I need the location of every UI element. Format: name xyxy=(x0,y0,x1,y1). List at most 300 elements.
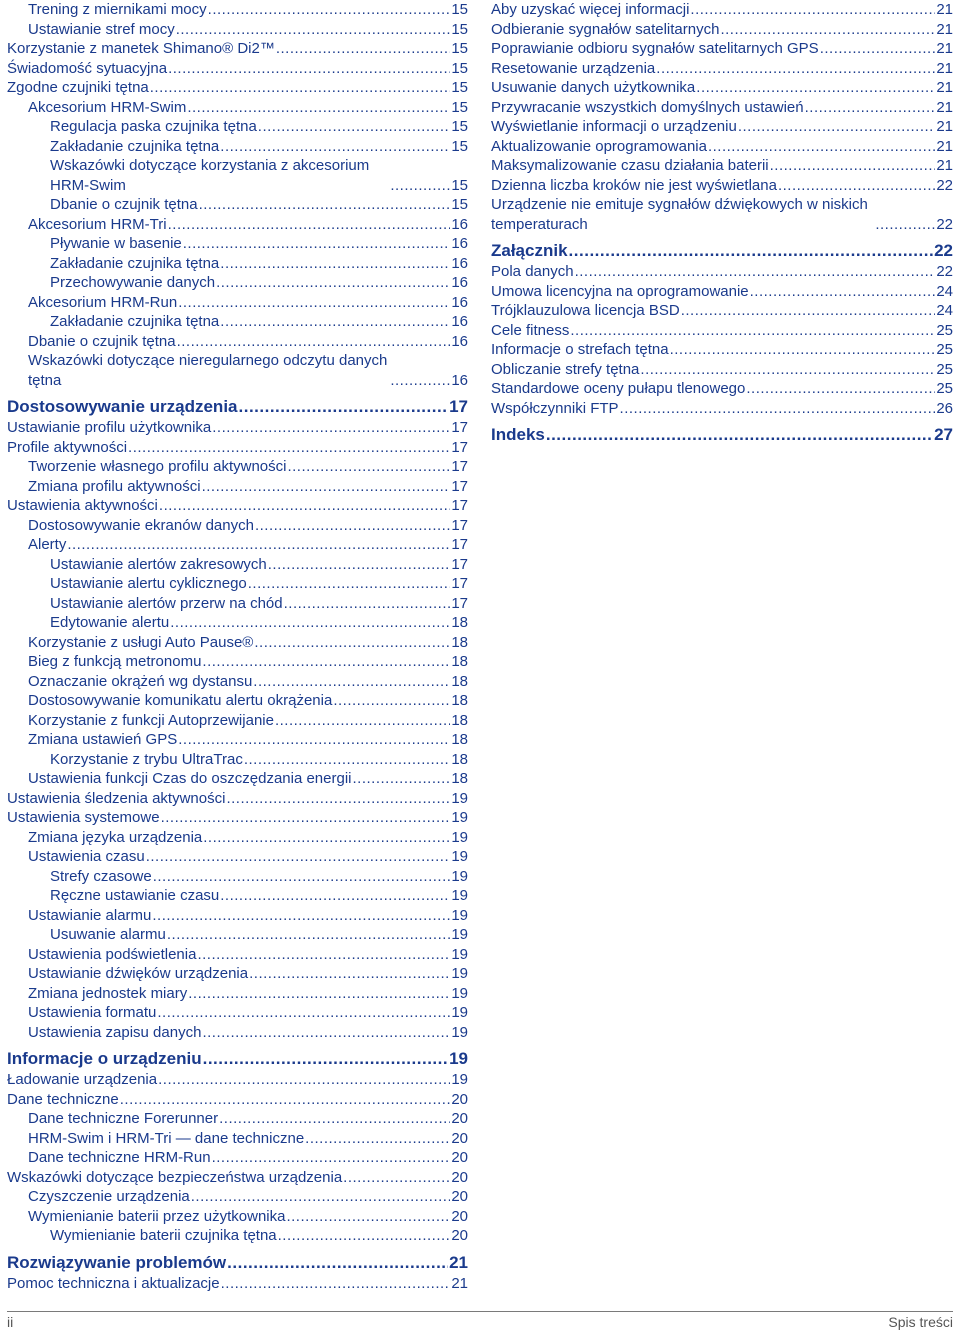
toc-entry[interactable] xyxy=(7,312,468,332)
footer-page-number: ii xyxy=(7,1314,14,1330)
toc-entry-title: Dane techniczne HRM-Run xyxy=(28,1149,211,1166)
toc-dot-leader xyxy=(305,1129,450,1149)
toc-dot-leader xyxy=(248,574,451,594)
toc-page-number: 17 xyxy=(451,419,468,436)
toc-dot-leader xyxy=(249,964,450,984)
toc-page-number: 19 xyxy=(451,828,468,846)
toc-entry[interactable] xyxy=(7,789,468,809)
toc-entry-title: Resetowanie urządzenia xyxy=(491,59,656,77)
toc-page-number: 21 xyxy=(451,1274,468,1292)
toc-page-number: 21 xyxy=(936,157,953,174)
toc-dot-leader xyxy=(681,301,936,321)
toc-entry[interactable] xyxy=(491,301,953,321)
toc-entry-title: Zmiana jednostek miary xyxy=(28,984,188,1002)
toc-entry[interactable] xyxy=(491,176,953,196)
toc-entry[interactable] xyxy=(7,945,468,965)
toc-page-number: 16 xyxy=(451,293,468,311)
toc-entry-title: Dostosowywanie urządzenia xyxy=(7,397,238,416)
toc-dot-leader xyxy=(244,750,450,770)
toc-entry-title: Ustawianie alertów przerw na chód xyxy=(50,594,283,612)
toc-entry-title: Dostosowywanie komunikatu alertu okrążenia xyxy=(28,692,333,709)
toc-entry[interactable] xyxy=(7,672,468,692)
toc-page-number: 20 xyxy=(451,1090,468,1108)
toc-dot-leader xyxy=(188,984,450,1004)
toc-page-number: 21 xyxy=(449,1252,468,1272)
toc-page-number: 15 xyxy=(451,137,468,155)
toc-dot-leader xyxy=(287,457,450,477)
toc-dot-leader xyxy=(746,379,935,399)
toc-entry[interactable] xyxy=(7,1148,468,1168)
toc-page-number: 22 xyxy=(936,215,953,233)
toc-entry-title: Ustawienia formatu xyxy=(28,1004,157,1021)
toc-page-number: 22 xyxy=(936,176,953,194)
toc-page-number: 24 xyxy=(936,302,953,319)
toc-dot-leader xyxy=(170,613,450,633)
toc-dot-leader xyxy=(255,516,450,536)
toc-page-number: 18 xyxy=(451,731,468,748)
toc-entry[interactable] xyxy=(7,195,468,215)
toc-entry-title: Informacje o urządzeniu xyxy=(7,1049,202,1068)
toc-entry-title: Maksymalizowanie czasu działania baterii xyxy=(491,157,769,174)
toc-section-heading[interactable] xyxy=(7,397,468,417)
toc-dot-leader xyxy=(157,1003,450,1023)
toc-entry-title: Edytowanie alertu xyxy=(50,614,170,631)
toc-entry[interactable] xyxy=(7,332,468,352)
toc-entry-title: Korzystanie z manetek Shimano® Di2™ xyxy=(7,40,275,57)
toc-entry[interactable] xyxy=(7,477,468,497)
toc-entry-title: Bieg z funkcją metronomu xyxy=(28,653,202,670)
toc-dot-leader xyxy=(820,39,936,59)
toc-entry[interactable] xyxy=(491,360,953,380)
toc-dot-leader xyxy=(152,906,450,926)
toc-entry[interactable] xyxy=(7,0,468,20)
toc-entry[interactable] xyxy=(7,652,468,672)
toc-page-number: 27 xyxy=(934,425,953,444)
toc-entry[interactable] xyxy=(7,59,468,79)
toc-page-number: 17 xyxy=(451,536,468,553)
toc-entry-title: Wymienianie baterii czujnika tętna xyxy=(50,1227,277,1244)
toc-page-number: 16 xyxy=(451,371,468,389)
toc-dot-leader xyxy=(390,371,450,391)
toc-entry-title: Akcesorium HRM-Run xyxy=(28,293,178,311)
toc-dot-leader xyxy=(690,0,935,20)
toc-entry[interactable] xyxy=(7,1070,468,1090)
toc-section-heading[interactable] xyxy=(491,425,953,445)
toc-entry[interactable] xyxy=(7,886,468,906)
toc-entry-title: Dzienna liczba kroków nie jest wyświetlana xyxy=(491,176,777,194)
toc-page-number: 21 xyxy=(936,98,953,116)
toc-section-heading[interactable] xyxy=(491,241,953,261)
toc-entry[interactable] xyxy=(7,964,468,984)
toc-entry[interactable] xyxy=(7,633,468,653)
toc-page-number: 18 xyxy=(451,711,468,729)
toc-page-number: 20 xyxy=(451,1168,468,1186)
toc-entry[interactable] xyxy=(7,98,468,118)
toc-entry-title: Ustawienia śledzenia aktywności xyxy=(7,789,226,807)
toc-entry-title: Pływanie w basenie xyxy=(50,235,182,252)
toc-entry-title: Ustawienia czasu xyxy=(28,848,145,865)
toc-page-number: 19 xyxy=(451,965,468,982)
toc-entry-title: Strefy czasowe xyxy=(50,867,152,885)
toc-entry[interactable] xyxy=(7,1109,468,1129)
toc-entry[interactable] xyxy=(491,156,953,176)
toc-page-number: 19 xyxy=(451,906,468,924)
toc-dot-leader xyxy=(150,78,451,98)
toc-page-number: 18 xyxy=(451,672,468,690)
toc-entry[interactable] xyxy=(491,282,953,302)
toc-entry[interactable] xyxy=(7,711,468,731)
toc-dot-leader xyxy=(219,1109,450,1129)
toc-entry[interactable] xyxy=(7,1226,468,1246)
toc-entry-title: Informacje o strefach tętna xyxy=(491,341,669,358)
toc-entry[interactable] xyxy=(7,254,468,274)
toc-entry-title: Ustawianie stref mocy xyxy=(28,20,175,38)
toc-entry[interactable] xyxy=(7,1168,468,1188)
toc-entry-title: Indeks xyxy=(491,425,545,444)
toc-page-number: 15 xyxy=(451,20,468,38)
toc-entry-title: Akcesorium HRM-Tri xyxy=(28,215,167,233)
toc-left-column xyxy=(7,0,468,1293)
toc-page-number: 15 xyxy=(451,118,468,135)
toc-page-number: 20 xyxy=(451,1227,468,1244)
toc-entry[interactable] xyxy=(7,215,468,235)
toc-entry-title: HRM-Swim i HRM-Tri — dane techniczne xyxy=(28,1129,305,1147)
toc-entry[interactable] xyxy=(7,574,468,594)
toc-entry[interactable] xyxy=(7,516,468,536)
toc-page-number: 19 xyxy=(449,1049,468,1068)
toc-page-number: 16 xyxy=(451,254,468,272)
toc-dot-leader xyxy=(569,241,934,261)
toc-section-heading[interactable] xyxy=(7,1049,468,1069)
toc-dot-leader xyxy=(620,399,936,419)
toc-entry[interactable] xyxy=(491,399,953,419)
toc-page-number: 18 xyxy=(451,770,468,787)
toc-entry-title: Wskazówki dotyczące korzystania z akcesorium HRM-Swim xyxy=(50,157,370,194)
toc-dot-leader xyxy=(216,273,450,293)
toc-dot-leader xyxy=(220,137,450,157)
toc-entry[interactable] xyxy=(7,984,468,1004)
toc-dot-leader xyxy=(183,234,451,254)
toc-page-number: 20 xyxy=(451,1129,468,1147)
toc-dot-leader xyxy=(254,633,450,653)
toc-entry-title: Korzystanie z usługi Auto Pause® xyxy=(28,633,254,651)
toc-page-number: 24 xyxy=(936,282,953,300)
toc-page-number: 22 xyxy=(934,241,953,260)
toc-entry-title: Wyświetlanie informacji o urządzeniu xyxy=(491,118,737,135)
toc-entry-title: Wymienianie baterii przez użytkownika xyxy=(28,1207,286,1225)
toc-entry[interactable] xyxy=(7,691,468,711)
toc-dot-leader xyxy=(176,20,451,40)
toc-page-number: 15 xyxy=(451,176,468,194)
toc-entry-title: Urządzenie nie emituje sygnałów dźwiękowych w niskich temperaturach xyxy=(491,196,868,233)
toc-entry-title: Trójklauzulowa licencja BSD xyxy=(491,302,680,319)
toc-entry[interactable] xyxy=(7,20,468,40)
toc-page-number: 17 xyxy=(451,497,468,514)
toc-page-number: 17 xyxy=(451,477,468,495)
toc-entry-title: Ustawienia aktywności xyxy=(7,497,158,514)
toc-dot-leader xyxy=(161,808,451,828)
toc-dot-leader xyxy=(220,254,450,274)
toc-entry[interactable] xyxy=(7,78,468,98)
toc-dot-leader xyxy=(343,1168,450,1188)
toc-dot-leader xyxy=(203,828,450,848)
toc-dot-leader xyxy=(187,98,450,118)
toc-entry[interactable] xyxy=(7,156,468,195)
toc-dot-leader xyxy=(239,397,449,417)
toc-page-number: 25 xyxy=(936,380,953,397)
toc-entry-title: Ustawienia podświetlenia xyxy=(28,945,197,963)
toc-entry-title: Zakładanie czujnika tętna xyxy=(50,137,220,155)
toc-entry[interactable] xyxy=(7,847,468,867)
toc-entry-title: Pola danych xyxy=(491,263,574,280)
toc-entry-title: Wskazówki dotyczące bezpieczeństwa urządzenia xyxy=(7,1168,343,1186)
toc-entry[interactable] xyxy=(7,730,468,750)
toc-dot-leader xyxy=(575,262,936,282)
toc-entry-title: Standardowe oceny pułapu tlenowego xyxy=(491,380,746,397)
toc-entry[interactable] xyxy=(491,195,953,234)
toc-page-number: 16 xyxy=(451,235,468,252)
toc-dot-leader xyxy=(178,730,450,750)
toc-page-number: 16 xyxy=(451,215,468,233)
toc-entry[interactable] xyxy=(491,39,953,59)
toc-entry[interactable] xyxy=(7,117,468,137)
toc-dot-leader xyxy=(158,1070,450,1090)
toc-entry-title: Trening z miernikami mocy xyxy=(28,1,207,18)
toc-entry-title: Dbanie o czujnik tętna xyxy=(50,196,198,213)
toc-entry[interactable] xyxy=(7,1090,468,1110)
toc-entry[interactable] xyxy=(491,20,953,40)
toc-page-number: 20 xyxy=(451,1149,468,1166)
toc-page-number: 21 xyxy=(936,40,953,57)
toc-entry[interactable] xyxy=(491,78,953,98)
toc-entry[interactable] xyxy=(7,613,468,633)
toc-entry-title: Świadomość sytuacyjna xyxy=(7,59,168,77)
toc-entry[interactable] xyxy=(7,555,468,575)
toc-entry-title: Zmiana języka urządzenia xyxy=(28,828,203,846)
toc-entry[interactable] xyxy=(491,262,953,282)
toc-entry[interactable] xyxy=(491,137,953,157)
toc-entry[interactable] xyxy=(491,379,953,399)
toc-entry-title: Poprawianie odbioru sygnałów satelitarnych GPS xyxy=(491,40,819,57)
toc-dot-leader xyxy=(253,672,450,692)
toc-page-number: 20 xyxy=(451,1110,468,1127)
toc-dot-leader xyxy=(390,176,450,196)
toc-page-number: 21 xyxy=(936,59,953,77)
toc-entry[interactable] xyxy=(7,808,468,828)
toc-dot-leader xyxy=(202,652,450,672)
toc-entry-title: Usuwanie alarmu xyxy=(50,926,166,943)
toc-page-number: 26 xyxy=(936,399,953,417)
toc-entry-title: Profile aktywności xyxy=(7,438,128,456)
toc-entry-title: Obliczanie strefy tętna xyxy=(491,360,640,378)
toc-dot-leader xyxy=(275,711,450,731)
toc-page-number: 19 xyxy=(451,848,468,865)
toc-page-number: 25 xyxy=(936,321,953,339)
toc-dot-leader xyxy=(168,59,450,79)
toc-dot-leader xyxy=(778,176,935,196)
toc-dot-leader xyxy=(640,360,935,380)
toc-entry-title: Dane techniczne Forerunner xyxy=(28,1110,219,1127)
toc-page-number: 15 xyxy=(451,196,468,213)
toc-dot-leader xyxy=(221,1274,451,1294)
toc-entry[interactable] xyxy=(7,925,468,945)
toc-entry[interactable] xyxy=(7,828,468,848)
toc-entry[interactable] xyxy=(7,1003,468,1023)
toc-page-number: 18 xyxy=(451,653,468,670)
toc-page-number: 22 xyxy=(936,263,953,280)
toc-entry[interactable] xyxy=(7,594,468,614)
toc-entry-title: Dostosowywanie ekranów danych xyxy=(28,516,254,534)
toc-dot-leader xyxy=(696,78,935,98)
toc-page-number: 21 xyxy=(936,137,953,155)
toc-entry[interactable] xyxy=(7,351,468,390)
toc-dot-leader xyxy=(353,769,451,789)
toc-dot-leader xyxy=(208,0,451,20)
toc-entry-title: Ręczne ustawianie czasu xyxy=(50,887,220,904)
toc-dot-leader xyxy=(128,438,450,458)
toc-page-number: 19 xyxy=(451,1071,468,1088)
toc-entry-title: Cele fitness xyxy=(491,321,570,339)
toc-dot-leader xyxy=(202,477,451,497)
toc-dot-leader xyxy=(167,925,450,945)
toc-page-number: 18 xyxy=(451,750,468,768)
toc-entry[interactable] xyxy=(491,340,953,360)
toc-dot-leader xyxy=(670,340,936,360)
toc-page-number: 17 xyxy=(451,555,468,573)
toc-entry[interactable] xyxy=(7,750,468,770)
toc-entry[interactable] xyxy=(7,39,468,59)
toc-page-number: 15 xyxy=(451,59,468,77)
toc-page-number: 19 xyxy=(451,809,468,826)
toc-dot-leader xyxy=(202,1023,450,1043)
toc-dot-leader xyxy=(159,496,450,516)
toc-page-number: 17 xyxy=(449,397,468,416)
toc-entry-title: Załącznik xyxy=(491,241,568,260)
toc-entry[interactable] xyxy=(7,273,468,293)
toc-dot-leader xyxy=(720,20,935,40)
footer-section-label: Spis treści xyxy=(888,1314,953,1330)
toc-entry-title: Umowa licencyjna na oprogramowanie xyxy=(491,282,749,300)
toc-entry-title: Przywracanie wszystkich domyślnych ustawień xyxy=(491,98,804,116)
toc-entry[interactable] xyxy=(7,906,468,926)
toc-page-number: 15 xyxy=(451,1,468,18)
toc-page-number: 25 xyxy=(936,341,953,358)
toc-page-number: 16 xyxy=(451,313,468,330)
toc-page-number: 21 xyxy=(936,79,953,96)
toc-entry[interactable] xyxy=(7,418,468,438)
toc-entry[interactable] xyxy=(491,0,953,20)
toc-page-number: 17 xyxy=(451,438,468,456)
toc-dot-leader xyxy=(220,886,450,906)
toc-entry-title: Dane techniczne xyxy=(7,1090,119,1108)
toc-dot-leader xyxy=(203,1049,448,1069)
toc-entry-title: Zmiana ustawień GPS xyxy=(28,731,178,748)
toc-page-number: 19 xyxy=(451,887,468,904)
toc-entry-title: Zgodne czujniki tętna xyxy=(7,79,149,96)
toc-page-number: 17 xyxy=(451,575,468,592)
toc-page-number: 16 xyxy=(451,274,468,291)
toc-dot-leader xyxy=(212,1148,451,1168)
toc-page-number: 17 xyxy=(451,516,468,534)
toc-page-number: 17 xyxy=(451,458,468,475)
toc-entry-title: Współczynniki FTP xyxy=(491,399,619,417)
toc-entry-title: Pomoc techniczna i aktualizacje xyxy=(7,1274,220,1292)
footer-divider xyxy=(7,1311,953,1312)
toc-entry[interactable] xyxy=(491,59,953,79)
toc-entry-title: Ładowanie urządzenia xyxy=(7,1071,158,1088)
toc-entry[interactable] xyxy=(7,496,468,516)
toc-entry[interactable] xyxy=(7,438,468,458)
toc-entry[interactable] xyxy=(7,1207,468,1227)
toc-dot-leader xyxy=(226,789,450,809)
toc-entry[interactable] xyxy=(7,535,468,555)
toc-entry[interactable] xyxy=(491,98,953,118)
toc-entry[interactable] xyxy=(7,1187,468,1207)
toc-page-number: 16 xyxy=(451,332,468,350)
toc-entry[interactable] xyxy=(7,293,468,313)
toc-entry[interactable] xyxy=(7,867,468,887)
toc-entry-title: Wskazówki dotyczące nieregularnego odczytu danych tętna xyxy=(28,352,388,389)
toc-entry[interactable] xyxy=(7,137,468,157)
toc-entry[interactable] xyxy=(7,1274,468,1294)
toc-entry-title: Tworzenie własnego profilu aktywności xyxy=(28,458,287,475)
toc-page-number: 19 xyxy=(451,945,468,963)
toc-dot-leader xyxy=(278,1226,451,1246)
toc-dot-leader xyxy=(258,117,451,137)
toc-page-number: 20 xyxy=(451,1207,468,1225)
toc-entry-title: Dbanie o czujnik tętna xyxy=(28,332,176,350)
toc-entry-title: Ustawianie profilu użytkownika xyxy=(7,419,212,436)
toc-entry-title: Oznaczanie okrążeń wg dystansu xyxy=(28,672,253,690)
toc-page-number: 18 xyxy=(451,614,468,631)
toc-entry[interactable] xyxy=(7,234,468,254)
toc-page-number: 15 xyxy=(451,79,468,96)
toc-dot-leader xyxy=(212,418,450,438)
toc-dot-leader xyxy=(875,215,935,235)
toc-entry[interactable] xyxy=(7,769,468,789)
toc-page-number: 18 xyxy=(451,692,468,709)
toc-dot-leader xyxy=(191,1187,451,1207)
toc-entry-title: Alerty xyxy=(28,536,67,553)
toc-dot-leader xyxy=(738,117,936,137)
toc-page-number: 20 xyxy=(451,1188,468,1205)
toc-page-number: 25 xyxy=(936,360,953,378)
toc-page-number: 18 xyxy=(451,633,468,651)
toc-entry-title: Aby uzyskać więcej informacji xyxy=(491,1,690,18)
toc-section-heading[interactable] xyxy=(7,1253,468,1273)
toc-entry[interactable] xyxy=(7,1129,468,1149)
toc-entry[interactable] xyxy=(491,321,953,341)
toc-page-number: 19 xyxy=(451,789,468,807)
toc-dot-leader xyxy=(286,1207,450,1227)
toc-dot-leader xyxy=(708,137,935,157)
toc-entry-title: Zakładanie czujnika tętna xyxy=(50,313,220,330)
toc-dot-leader xyxy=(656,59,935,79)
toc-dot-leader xyxy=(197,945,450,965)
toc-dot-leader xyxy=(546,425,933,445)
toc-page-number: 21 xyxy=(936,118,953,135)
toc-dot-leader xyxy=(284,594,451,614)
toc-entry[interactable] xyxy=(7,1023,468,1043)
toc-entry[interactable] xyxy=(491,117,953,137)
toc-dot-leader xyxy=(570,321,935,341)
toc-entry[interactable] xyxy=(7,457,468,477)
toc-entry-title: Aktualizowanie oprogramowania xyxy=(491,137,707,155)
toc-page-number: 15 xyxy=(451,40,468,57)
toc-entry-title: Przechowywanie danych xyxy=(50,274,216,291)
toc-entry-title: Ustawienia systemowe xyxy=(7,809,160,826)
toc-entry-title: Regulacja paska czujnika tętna xyxy=(50,118,257,135)
